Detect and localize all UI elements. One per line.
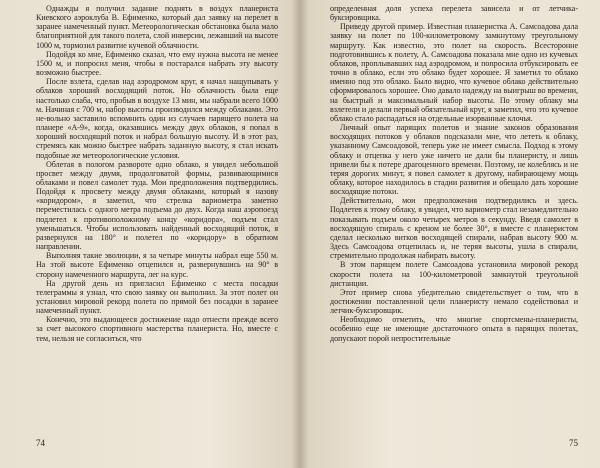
- right-page: [300, 0, 600, 468]
- left-paragraph-6: На другой день из пригласил Ефименко с места посадки телеграммы я узнал, что свою заявку он выполнил. За этот полет он установил мировой рекорд полета по прямой без посадки в заранее намеченный пункт.: [36, 278, 278, 316]
- right-paragraph-5: В этом парящем полете Самсоадова установила мировой рекорд скорости полета на 100-километровой замкнутой треугольной дистанции.: [330, 260, 578, 288]
- left-paragraph-2: Подойдя ко мне, Ефименко сказал, что ему нужна высота не менее 1500 м, и попросил меня, чтобы я постарался набрать эту высоту возможно быстрее.: [36, 49, 278, 78]
- right-paragraph-6: Этот пример снова убедительно свидетельствует о том, что в достижении поставленной цели планеристу немало содействовал и летчик-буксировщик.: [330, 287, 578, 316]
- right-page-number: 75: [569, 438, 578, 448]
- left-paragraph-1: Однажды я получил задание поднять в воздух планериста Киевского аэроклуба В. Ефименко, который дал заявку на перелет в заранее намеченный пункт. Метеорологическая обстановка была мало благоприятной для такого полета, слой инверсии, лежавший на высоте 1000 м, тормозил развитие кучевой облачности.: [36, 4, 278, 50]
- right-paragraph-2: Приведу другой пример. Известная планеристка А. Самсоадова дала заявку на полет по 100-километровому замкнутому треугольному маршруту. Как известно, это полет на скорость. Всесторонне подготовившись к полету, А. Самсоадова показала мне одно из кучевых облаков, проплывавших над аэродромом, и попросила отбуксировать ее точно в облако, если это облако будет хорошее. Я заметил то облако именно под это облако. Было видно, что кучевое облако действительно сформировалось хорошее. Оно давало надежду на выигрыш во времени, на быстрый и максимальный набор высоты. По этому облаку мы взлетели и делали первый обязательный круг, я заметил, что это кучевое облако стало распадаться на отдельные изорванные клочья.: [330, 22, 578, 123]
- right-paragraph-1: определенная доля успеха перелета зависела и от летчика-буксировщика.: [330, 4, 578, 23]
- left-paragraph-5: Выполняя такие эволюции, я за четыре минуты набрал еще 550 м. На этой высоте Ефименко отцепился и, развернувшись на 90° в сторону намеченного маршрута, лег на курс.: [36, 251, 278, 279]
- left-paragraph-7: Конечно, это выдающееся достижение надо отнести прежде всего за счет высокого спортивного мастерства планериста. Но, вместе с тем, нельзя не согласиться, что: [36, 315, 278, 343]
- right-paragraph-4: Действительно, мои предположения подтвердились и здесь. Подлетев к этому облаку, я увидел, что вариометр стал незамедлительно показывать подъем около четырех метров в секунду. Введя самолет в восходящую спираль с креном не более 30°, я вместе с планеристом сделал несколько витков восходящей спирали, набрав высоту 900 м. Здесь Самсоадова отцепилась и, не теряя высоты, ушла в спирали, стремительно продолжая набирать высоту.: [330, 196, 578, 261]
- right-paragraph-7: Необходимо отметить, что многие спортсмены-планеристы, особенно еще не имеющие достаточного опыта в парящих полетах, допускают порой непростительные: [330, 315, 578, 343]
- left-paragraph-3: После взлета, сделав над аэродромом круг, я начал нащупывать у облаков хороший восходящий поток. Но облачность была еще настолько слаба, что, пробыв в воздухе 13 мин, мы набрали всего 1000 м. Начиная с 700 м, набор высоты производился между облаками. Это не-вольно заставило вспомнить один из случаев парящего полета на планере «А-9», когда, оказавшись между двух облаков, я попал в хороший восходящий поток и набрал большую высоту. И в этот раз, стремясь как можно быстрее набрать заданную высоту, я стал искать подобные же метеорологические условия.: [36, 77, 278, 160]
- right-paragraph-3: Личный опыт парящих полетов и знание законов образования восходящих потоков у облаков подсказали мне, что лететь к облаку, указанному Самсоадовой, теперь уже не имеет смысла. Подход к этому облаку и отцепка у него уже ничего не дали бы планеристу, и лишь привели бы к потере драгоценного времени. Поэтому, не колеблясь и не теряя дорогих минут, я повел самолет к другому, набирающему мощь облаку, которое находилось в стадии развития и обещало дать хорошие восходящие потоки.: [330, 123, 578, 197]
- left-page-number: 74: [36, 438, 45, 448]
- left-paragraph-4: Облетая в пологом развороте одно облако, я увидел небольшой просвет между двумя, продолговатой формы, развивающимися облаками и повел самолет туда. Мои предположения подтвердились. Подойдя к просвету между двумя облаками, который я назову «коридором», я заметил, что стрелка вариометра заметно переместилась с одного метра подъема до двух. Когда наш аэропоезд подлетел к противоположному концу «коридора», подъем стал уменьшаться. Чтобы использовать найденный восходящий поток, я развернулся на 180° и полетел по «коридору» в обратном направлении.: [36, 159, 278, 252]
